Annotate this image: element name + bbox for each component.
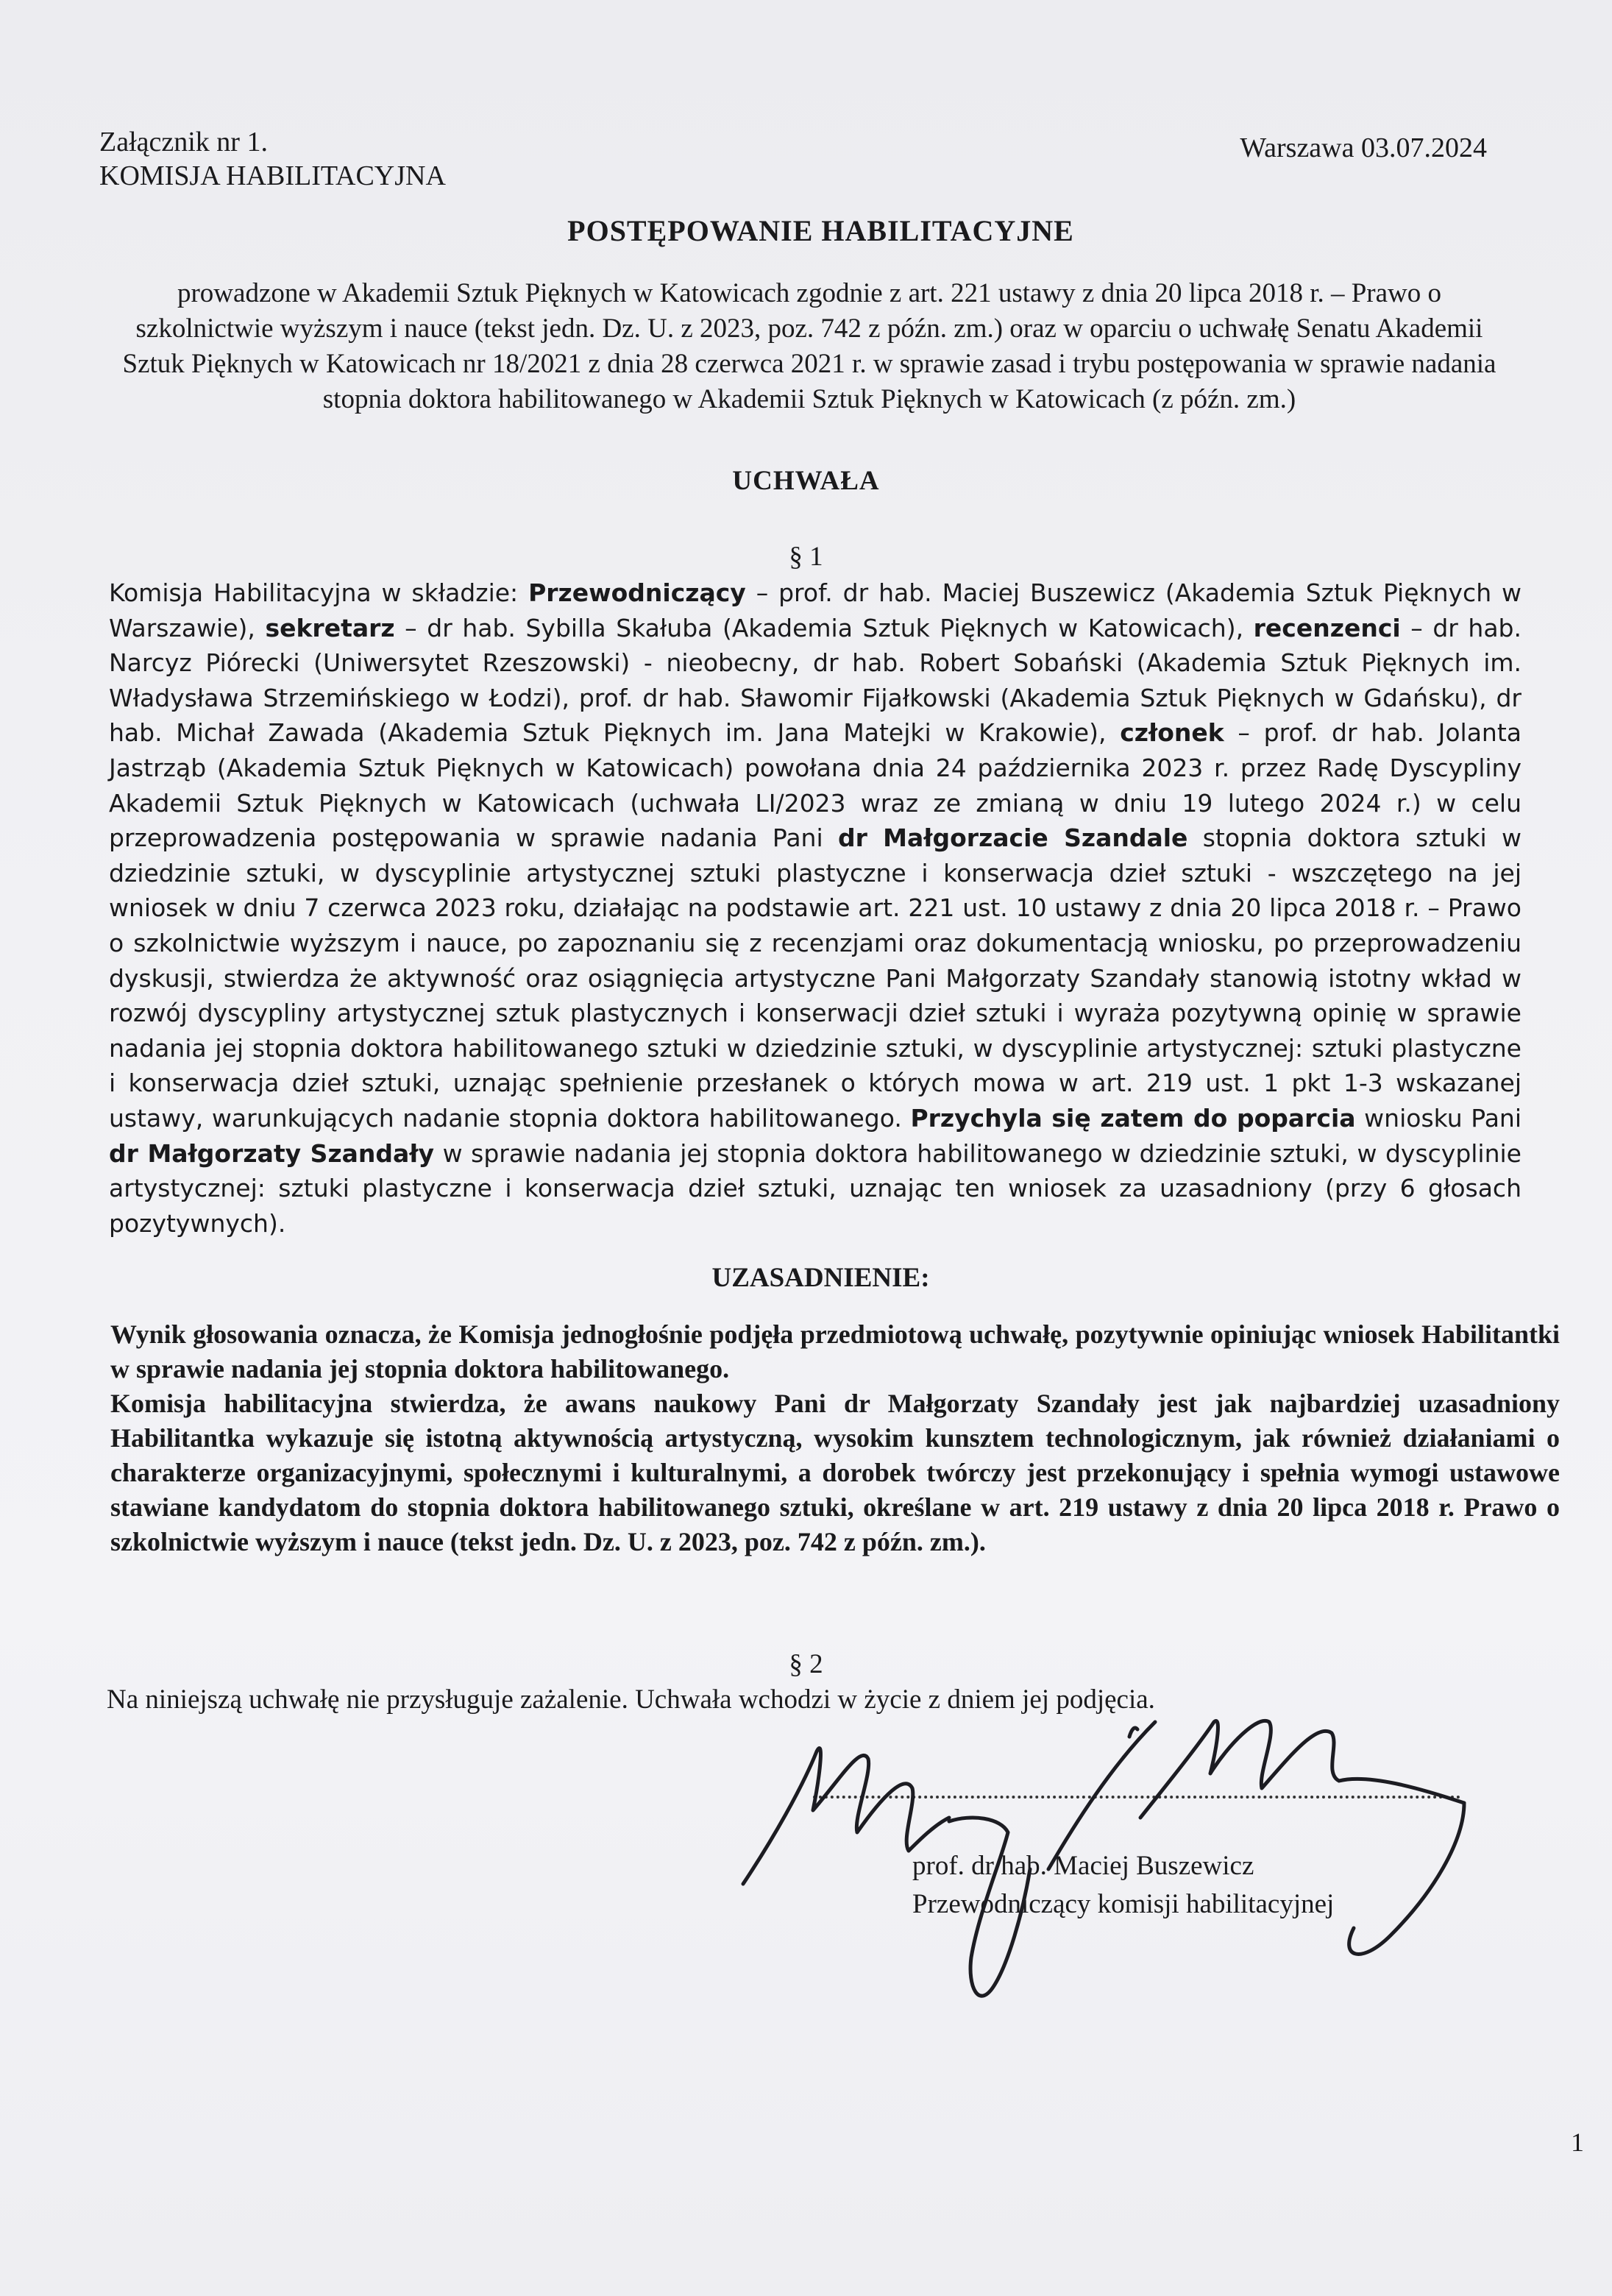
document-title: POSTĘPOWANIE HABILITACYJNE (567, 214, 1074, 247)
body-text: – dr hab. Narcyz Piórecki (Uniwersytet Rzeszowski) - nieobecny, dr hab. Robert Sobański (Akademia Sztuk Pięknych im. Władysława Strzemińskiego w Łodzi), prof. dr hab. Sławomir Fijałkowski (Akademia Sztuk Pięknych w Gdańsku), dr hab. Michał Zawada (Akademia Sztuk Pięknych im. Jana Matejki w Krakowie), (109, 613, 1522, 748)
body-text: wniosku Pani (1355, 1103, 1522, 1133)
justification-body (110, 1317, 1560, 1559)
section-2-marker: § 2 (789, 1649, 823, 1679)
body-text: – dr hab. Sybilla Skałuba (Akademia Sztuk Pięknych w Katowicach), (394, 613, 1254, 642)
body-text: – prof. dr hab. Maciej Buszewicz (Akademia Sztuk Pięknych w Warszawie), (109, 578, 1522, 642)
body-text: – prof. dr hab. Jolanta Jastrząb (Akademia Sztuk Pięknych w Katowicach) powołana dnia 24 października 2023 r. przez Radę Dyscypliny Akademii Sztuk Pięknych w Katowicach (uchwała LI/2023 wraz ze zmianą w dniu 19 lutego 2024 r.) w celu przeprowadzenia postępowania w sprawie nadania Pani (109, 718, 1522, 853)
resolution-heading: UCHWAŁA (732, 466, 880, 496)
body-bold: sekretarz (265, 613, 395, 642)
body-bold: Przewodniczący (528, 578, 746, 607)
signature-stroke (949, 1818, 1030, 1996)
closing-statement: Na niniejszą uchwałę nie przysługuje zażalenie. Uchwała wchodzi w życie z dniem jej podjęcia. (107, 1684, 1155, 1715)
intro-paragraph: prowadzone w Akademii Sztuk Pięknych w Katowicach zgodnie z art. 221 ustawy z dnia 20 lipca 2018 r. – Prawo o szkolnictwie wyższym i nauce (tekst jedn. Dz. U. z 2023, poz. 742 z późn. zm.) oraz w oparciu o uchwałę Senatu Akademii Sztuk Pięknych w Katowicach nr 18/2021 z dnia 28 czerwca 2021 r. w sprawie zasad i trybu postępowania w sprawie nadania stopnia doktora habilitowanego w Akademii Sztuk Pięknych w Katowicach (z późn. zm.) (122, 278, 1496, 414)
committee-label: KOMISJA HABILITACYJNA (99, 160, 446, 191)
handwritten-signature (728, 1693, 1516, 2031)
page-number: 1 (1571, 2127, 1584, 2157)
signature-stroke (1349, 1803, 1464, 1954)
justification-paragraph-1: Wynik głosowania oznacza, że Komisja jednogłośnie podjęła przedmiotową uchwałę, pozytywnie opiniując wniosek Habilitantki w sprawie nadania jej stopnia doktora habilitowanego. (110, 1319, 1560, 1383)
signatory-name: prof. dr hab. Maciej Buszewicz (912, 1851, 1254, 1881)
resolution-body (109, 575, 1522, 1241)
body-text: w sprawie nadania jej stopnia doktora habilitowanego w dziedzinie sztuki, w dyscyplinie artystycznej: sztuki plastyczne i konserwacja dzieł sztuki, uznając ten wniosek za uzasadniony (przy 6 głosach pozytywnych). (109, 1138, 1522, 1238)
signatory-role: Przewodniczący komisji habilitacyjnej (912, 1889, 1335, 1919)
body-bold: członek (1120, 718, 1224, 748)
attachment-label: Załącznik nr 1. (99, 127, 268, 157)
signature-stroke (1129, 1728, 1137, 1737)
body-bold: recenzenci (1253, 613, 1401, 642)
body-text: Komisja Habilitacyjna w składzie: (109, 578, 529, 607)
document-header (99, 125, 446, 193)
body-bold: dr Małgorzacie Szandale (837, 823, 1188, 853)
signature-stroke (1140, 1721, 1464, 1818)
body-bold: Przychyla się zatem do poparcia (910, 1103, 1356, 1133)
signature-stroke (743, 1748, 949, 1884)
justification-paragraph-2: Komisja habilitacyjna stwierdza, że awans naukowy Pani dr Małgorzaty Szandały jest jak najbardziej uzasadniony Habilitantka wykazuje się istotną aktywnością artystyczną, wysokim kunsztem technologicznym, jak również działaniami o charakterze organizacyjnymi, społecznymi i kulturalnymi, a dorobek twórczy jest przekonujący i spełnia wymogi ustawowe stawiane kandydatom do stopnia doktora habilitowanego sztuki, określane w art. 219 ustawy z dnia 20 lipca 2018 r. Prawo o szkolnictwie wyższym i nauce (tekst jedn. Dz. U. z 2023, poz. 742 z późn. zm.). (110, 1389, 1560, 1556)
place-date: Warszawa 03.07.2024 (1240, 132, 1487, 163)
body-bold: dr Małgorzaty Szandały (109, 1138, 435, 1168)
signature-stroke (1048, 1722, 1155, 1869)
section-1-marker: § 1 (789, 542, 823, 572)
justification-heading: UZASADNIENIE: (711, 1263, 930, 1293)
body-text: stopnia doktora sztuki w dziedzinie sztuki, w dyscyplinie artystycznej sztuki plastyczne i konserwacja dzieł sztuki - wszczętego na jej wniosek w dniu 7 czerwca 2023 roku, działając na podstawie art. 221 ust. 10 ustawy z dnia 20 lipca 2018 r. – Prawo o szkolnictwie wyższym i nauce, po zapoznaniu się z recenzjami oraz dokumentacją wniosku, po przeprowadzeniu dyskusji, stwierdza że aktywność oraz osiągnięcia artystyczne Pani Małgorzaty Szandały stanowią istotny wkład w rozwój dyscypliny artystycznej sztuk plastycznych i konserwacji dzieł sztuki i wyraża pozytywną opinię w sprawie nadania jej stopnia doktora habilitowanego sztuki w dziedzinie sztuki, w dyscyplinie artystycznej: sztuki plastyczne i konserwacja dzieł sztuki, uznając spełnienie przesłanek o których mowa w art. 219 ust. 1 pkt 1-3 wskazanej ustawy, warunkujących nadanie stopnia doktora habilitowanego. (109, 823, 1522, 1133)
